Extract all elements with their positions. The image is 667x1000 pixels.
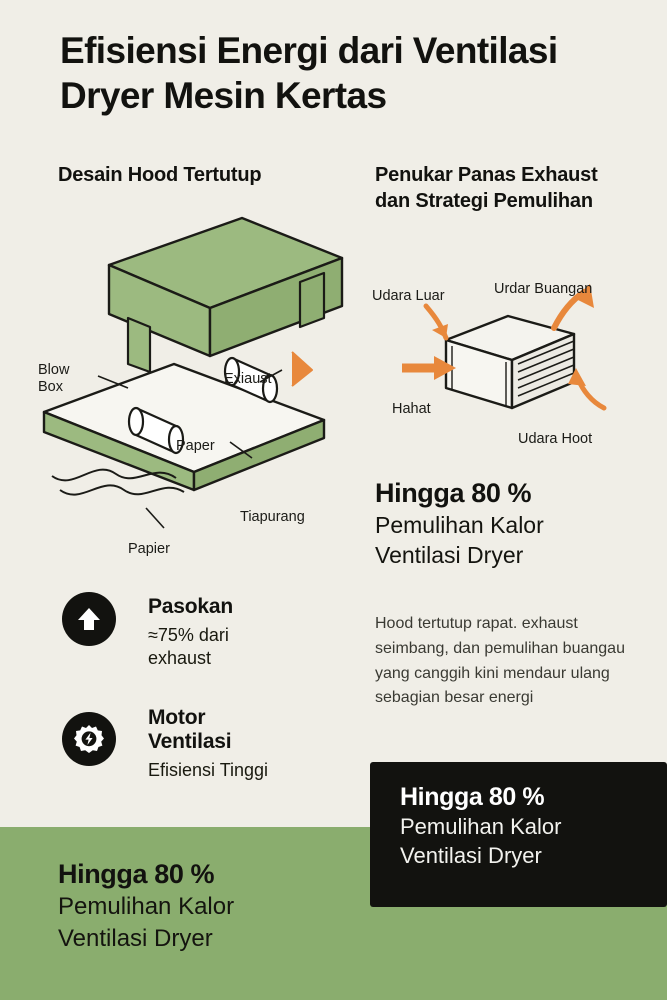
bullet-sub-motor: Efisiensi Tinggi [148, 760, 269, 780]
label-exiaust: Exiaust [224, 371, 272, 387]
green-stat-value: 80 % [154, 859, 215, 889]
exhaust-arrow-icon [292, 352, 312, 386]
dark-stat-headline [400, 783, 650, 812]
bullet-title-motor-line2: Ventilasi [148, 730, 232, 754]
label-urdar-buangan: Urdar Buangan [494, 281, 593, 297]
bullet-title-pasokan: Pasokan [148, 595, 233, 618]
bullet-title-motor-line1: Motor [148, 706, 206, 729]
label-paper: Paper [176, 438, 215, 454]
supply-arrow-badge [62, 592, 116, 646]
dark-stat-prefix: Hingga [400, 783, 489, 811]
label-blow-box: Blow Box [38, 362, 70, 396]
page-title: Efisiensi Energi dari Ventilasi Dryer Mesin Kertas [60, 30, 558, 117]
dark-stat-line2: Ventilasi Dryer [400, 842, 542, 868]
label-udara-luar: Udara Luar [372, 288, 445, 304]
section-heading-heat-exchanger: Penukar Panas Exhaust dan Strategi Pemulihan [375, 164, 598, 212]
hood-leg-left [128, 318, 150, 372]
motor-gear-badge [62, 712, 116, 766]
hood-leg-right [300, 273, 324, 327]
dark-stat-value: 80 % [488, 783, 545, 811]
green-stat-prefix: Hingga [58, 859, 155, 889]
label-papier: Papier [128, 541, 170, 557]
bullet-title-motor [148, 706, 328, 755]
paper-web-line-2 [60, 485, 184, 494]
arrow-up-icon [75, 605, 103, 633]
section-heading-hood: Desain Hood Tertutup [58, 164, 262, 186]
leader-papier [146, 508, 164, 528]
dark-stat-line1: Pemulihan Kalor [400, 814, 562, 839]
label-udara-hoot: Udara Hoot [518, 431, 593, 447]
gear-bolt-icon [74, 724, 104, 754]
label-hahat: Hahat [392, 401, 431, 417]
bullet-sub-pasokan-line1: ≈75% dari [148, 625, 229, 645]
green-footer-stat [58, 859, 358, 953]
stat-sub-line2: Ventilasi Dryer [375, 542, 524, 569]
dark-card-stat [400, 783, 650, 870]
stat-block-main [375, 478, 643, 569]
green-stat-line2: Ventilasi Dryer [58, 924, 213, 952]
bullet-sub-pasokan-line2: exhaust [148, 647, 212, 668]
bullet-sub-pasokan [148, 624, 338, 669]
stat-body-text: Hood tertutup rapat. exhaust seimbang, dan pemulihan buangau yang canggih kini mendaur ulang sebagian besar energi [375, 615, 625, 707]
stat-headline-value: 80 % [471, 478, 532, 508]
green-stat-headline [58, 859, 358, 890]
stat-headline [375, 478, 643, 509]
label-tiapurang: Tiapurang [240, 509, 305, 525]
green-stat-line1: Pemulihan Kalor [58, 893, 235, 921]
stat-headline-prefix: Hingga [375, 478, 472, 508]
stat-sub-line1: Pemulihan Kalor [375, 512, 544, 539]
